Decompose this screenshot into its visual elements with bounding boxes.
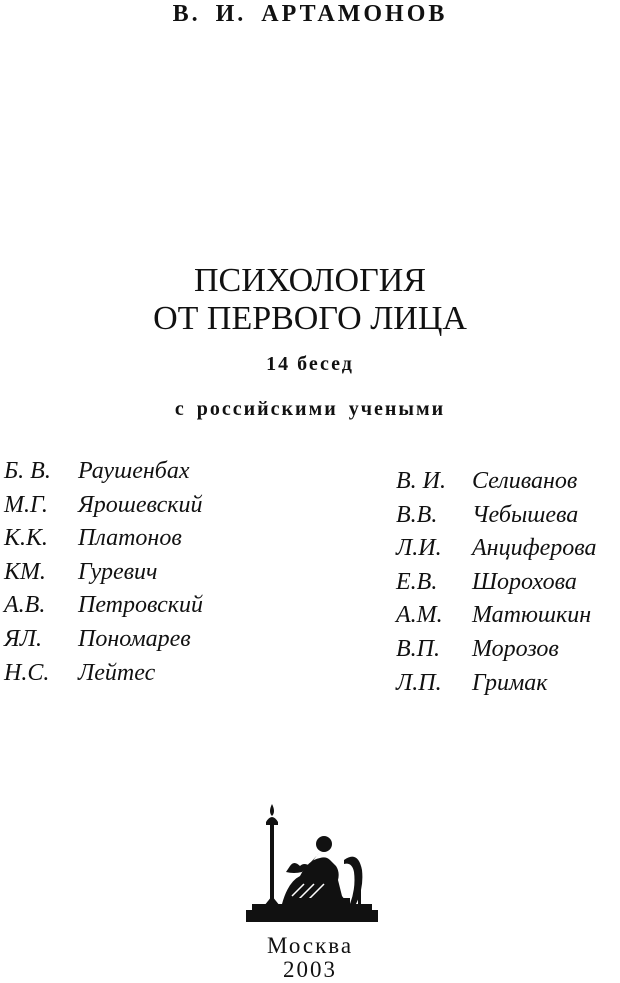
subtitle-line-1: 14 бесед bbox=[266, 353, 354, 375]
interviewee-surname: Селиванов bbox=[472, 468, 578, 494]
interviewee-initials: В. И. bbox=[396, 468, 446, 494]
interviewee-surname: Чебышева bbox=[472, 501, 579, 528]
interviewee-surname: Морозов bbox=[472, 635, 559, 662]
interviewee-surname: Пономарев bbox=[78, 625, 191, 652]
interviewee-initials: КМ. bbox=[4, 558, 46, 585]
interviewee-list-left bbox=[4, 455, 203, 690]
interviewee-surname: Платонов bbox=[78, 525, 182, 552]
imprint-year: 2003 bbox=[283, 957, 337, 982]
interviewee-initials: А.В. bbox=[4, 592, 46, 619]
interviewee-surname: Лейтес bbox=[78, 659, 156, 686]
book-title-line-1: ПСИХОЛОГИЯ bbox=[194, 262, 426, 299]
interviewee-surname: Ярошевский bbox=[78, 491, 203, 518]
interviewee-item bbox=[4, 556, 203, 590]
interviewee-item bbox=[4, 522, 203, 556]
interviewee-initials: К.К. bbox=[4, 525, 48, 552]
interviewee-item bbox=[396, 667, 597, 701]
interviewee-item bbox=[396, 532, 597, 566]
interviewee-surname: Анциферова bbox=[472, 535, 597, 562]
book-title bbox=[0, 262, 620, 338]
interviewee-item bbox=[396, 566, 597, 600]
book-title-line-2: ОТ ПЕРВОГО ЛИЦА bbox=[153, 300, 467, 337]
interviewee-item bbox=[4, 589, 203, 623]
interviewee-initials: Е.В. bbox=[396, 568, 438, 595]
interviewee-initials: ЯЛ. bbox=[4, 625, 43, 652]
interviewee-initials: Л.И. bbox=[396, 535, 442, 562]
interviewee-list-right bbox=[396, 465, 597, 700]
interviewee-item bbox=[4, 489, 203, 523]
imprint-city: Москва bbox=[266, 933, 354, 958]
interviewee-item bbox=[4, 455, 203, 489]
interviewee-initials: Б. В. bbox=[4, 458, 51, 484]
interviewee-surname: Матюшкин bbox=[472, 602, 592, 629]
interviewee-surname: Петровский bbox=[78, 592, 203, 619]
interviewee-initials: В.П. bbox=[396, 635, 440, 662]
subtitle-line-2: с российскими учеными bbox=[174, 398, 446, 420]
interviewee-initials: Н.С. bbox=[4, 659, 50, 686]
interviewee-item bbox=[396, 499, 597, 533]
interviewee-initials: В.В. bbox=[396, 501, 438, 528]
interviewee-item bbox=[396, 633, 597, 667]
interviewee-item bbox=[396, 465, 597, 499]
interviewee-surname: Раушенбах bbox=[78, 458, 190, 484]
interviewee-initials: А.М. bbox=[396, 602, 443, 629]
interviewee-item bbox=[4, 657, 203, 691]
interviewee-surname: Шорохова bbox=[472, 568, 577, 595]
interviewee-surname: Гуревич bbox=[78, 558, 158, 585]
interviewee-item bbox=[4, 623, 203, 657]
interviewee-surname: Гримак bbox=[472, 669, 548, 696]
interviewee-initials: Л.П. bbox=[396, 669, 442, 696]
author-name: В. И. АРТАМОНОВ bbox=[172, 1, 448, 27]
interviewee-initials: М.Г. bbox=[4, 491, 48, 518]
publisher-emblem-icon bbox=[244, 800, 380, 924]
interviewee-item bbox=[396, 599, 597, 633]
